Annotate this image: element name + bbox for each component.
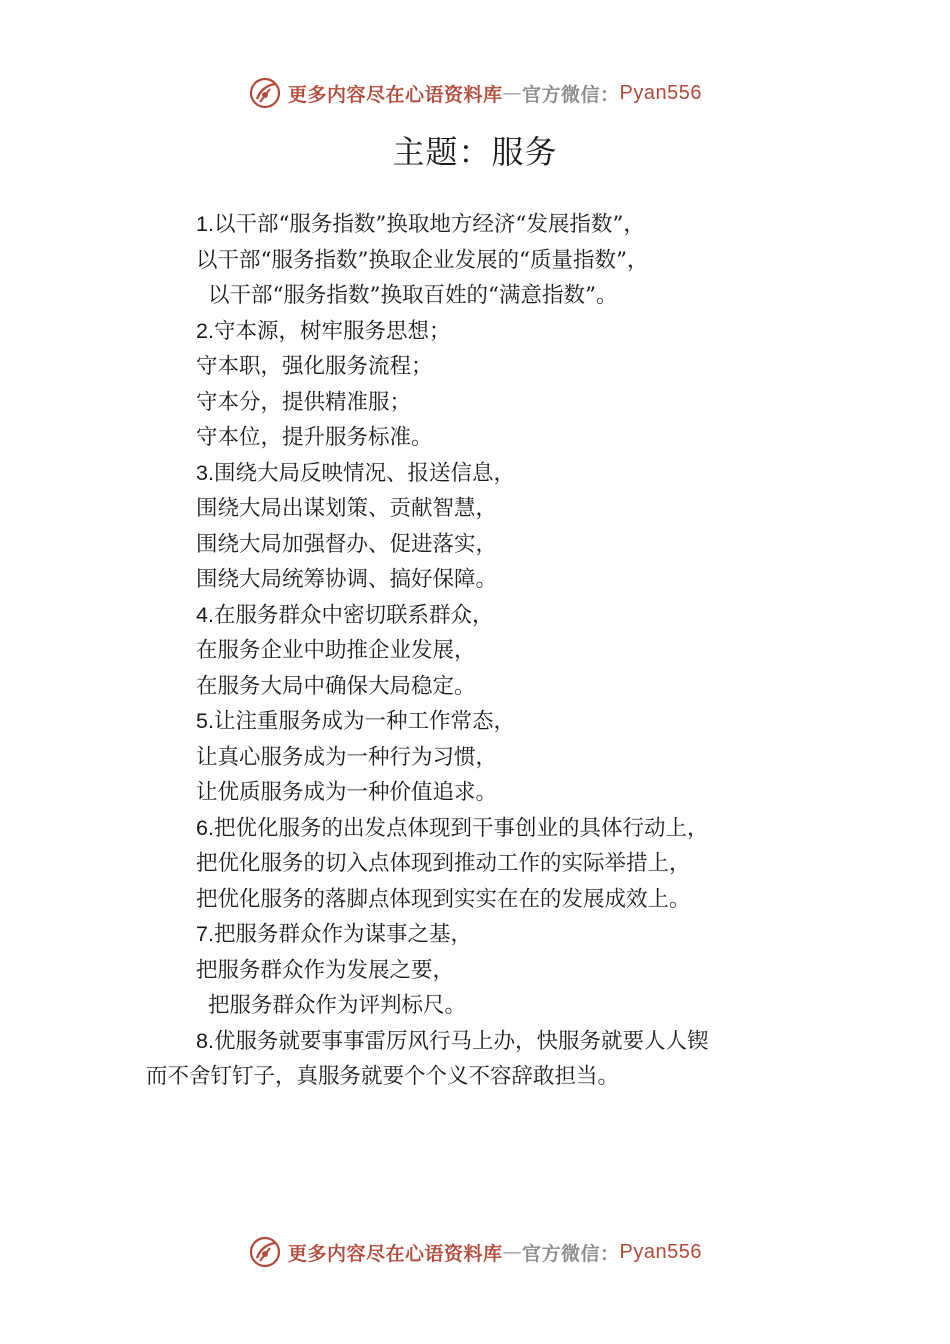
item-number: 1. [196, 212, 214, 236]
footer-watermark [0, 1232, 950, 1272]
line-text: 把优化服务的切入点体现到推动工作的实际举措上， [196, 851, 691, 876]
line-text: 围绕大局出谋划策、贡献智慧， [196, 496, 498, 521]
text-line [0, 775, 950, 811]
line-text: 以干部“服务指数”换取企业发展的“质量指数”， [196, 247, 649, 273]
text-line [0, 385, 950, 421]
text-line [0, 669, 950, 705]
text-line [0, 953, 950, 989]
document-body [0, 207, 950, 1095]
line-text: 围绕大局统筹协调、搞好保障。 [196, 567, 498, 592]
watermark-wechat-label: 官方微信： [522, 1242, 620, 1265]
line-text: 守本源，树牢服务思想； [213, 318, 451, 344]
line-text: 把服务群众作为评判标尺。 [208, 993, 467, 1018]
line-text: 让优质服务成为一种价值追求。 [196, 780, 498, 805]
watermark-text: 更多内容尽在心语资料库 [288, 1242, 503, 1265]
line-text: 以干部“服务指数”换取地方经济“发展指数”， [213, 212, 645, 237]
watermark-wechat-label: 官方微信： [522, 83, 620, 106]
text-line [0, 243, 950, 279]
line-text: 守本职，强化服务流程； [196, 354, 433, 379]
item-number: 3. [196, 460, 214, 485]
text-line [0, 456, 950, 492]
line-text: 守本位，提升服务标准。 [196, 425, 433, 450]
line-text: 把优化服务的落脚点体现到实实在在的发展成效上。 [196, 886, 691, 912]
line-text: 守本分，提供精准服； [196, 389, 412, 415]
text-line [0, 278, 950, 314]
text-line [0, 633, 950, 669]
line-text: 围绕大局加强督办、促进落实， [196, 531, 498, 557]
text-line [0, 562, 950, 598]
text-line [0, 207, 950, 243]
text-line [0, 917, 950, 953]
line-text: 让注重服务成为一种工作常态， [213, 709, 515, 734]
text-line [0, 314, 950, 350]
item-number: 6. [196, 815, 214, 840]
header-watermark [0, 73, 950, 113]
logo-icon [248, 76, 282, 110]
line-text: 围绕大局反映情况、报送信息， [213, 460, 515, 486]
line-text: 优服务就要事事雷厉风行马上办，快服务就要人人锲 [213, 1028, 709, 1054]
watermark-wechat-id: Pyan556 [619, 81, 702, 104]
text-line [0, 1059, 950, 1095]
item-number: 2. [196, 318, 214, 343]
text-line [0, 811, 950, 847]
line-text: 把优化服务的出发点体现到干事创业的具体行动上， [213, 815, 709, 841]
text-line [0, 598, 950, 634]
text-line [0, 882, 950, 918]
text-line [0, 527, 950, 563]
line-text: 把服务群众作为谋事之基， [213, 922, 472, 947]
watermark-separator: — [502, 82, 523, 104]
line-text: 在服务群众中密切联系群众， [213, 602, 494, 628]
item-number: 7. [196, 922, 214, 946]
line-text: 在服务大局中确保大局稳定。 [196, 673, 476, 699]
item-number: 4. [196, 602, 214, 627]
watermark-wechat-id: Pyan556 [619, 1240, 702, 1263]
item-number: 8. [196, 1028, 214, 1053]
text-line [0, 491, 950, 527]
page-title: 主题：服务 [392, 133, 558, 171]
watermark-text: 更多内容尽在心语资料库 [288, 83, 503, 106]
line-text: 而不舍钉钉子，真服务就要个个义不容辞敢担当。 [146, 1064, 620, 1089]
text-line [0, 704, 950, 740]
text-line [0, 1024, 950, 1060]
text-line [0, 988, 950, 1024]
line-text: 在服务企业中助推企业发展， [196, 638, 476, 663]
line-text: 以干部“服务指数”换取百姓的“满意指数”。 [208, 283, 618, 308]
line-text: 把服务群众作为发展之要， [196, 957, 455, 983]
text-line [0, 420, 950, 456]
text-line [0, 349, 950, 385]
line-text: 让真心服务成为一种行为习惯， [196, 744, 498, 770]
watermark-separator: — [502, 1241, 523, 1263]
text-line [0, 740, 950, 776]
item-number: 5. [196, 709, 214, 733]
logo-icon [248, 1235, 282, 1269]
text-line [0, 846, 950, 882]
